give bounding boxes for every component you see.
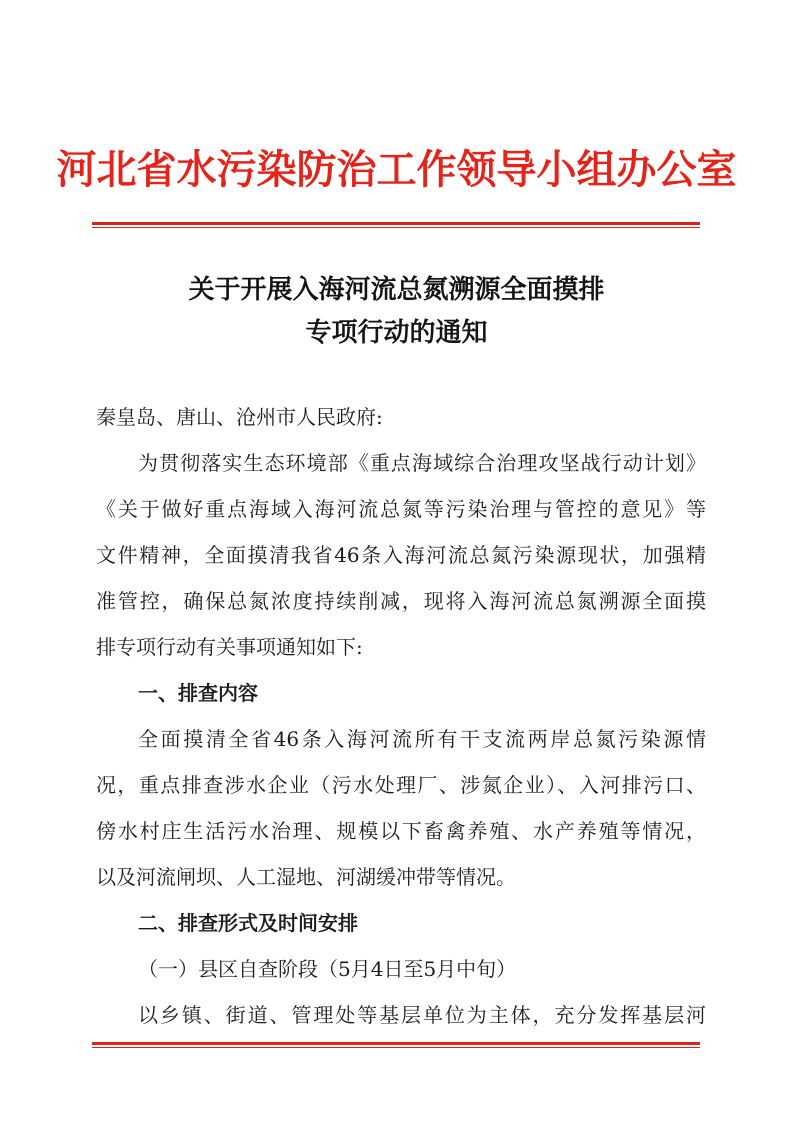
paragraph-1-line-2: 《关于做好重点海域入海河流总氮等污染治理与管控的意见》等 xyxy=(96,497,706,521)
footer-rule-thin xyxy=(92,1047,700,1048)
salutation: 秦皇岛、唐山、沧州市人民政府: xyxy=(96,405,383,429)
letterhead-rule-thick xyxy=(92,222,700,225)
paragraph-2-line-3: 傍水村庄生活污水治理、规模以下畜禽养殖、水产养殖等情况， xyxy=(96,819,706,843)
paragraph-3-line-1: 以乡镇、街道、管理处等基层单位为主体，充分发挥基层河 xyxy=(138,1003,706,1027)
document-title-line-1: 关于开展入海河流总氮溯源全面摸排 xyxy=(188,275,605,305)
section-heading-1: 一、排查内容 xyxy=(138,681,258,705)
section-heading-2: 二、排查形式及时间安排 xyxy=(138,911,358,935)
paragraph-2-line-1: 全面摸清全省46条入海河流所有干支流两岸总氮污染源情 xyxy=(138,727,706,751)
paragraph-1-line-1: 为贯彻落实生态环境部《重点海域综合治理攻坚战行动计划》 xyxy=(138,451,706,475)
paragraph-2-line-4: 以及河流闸坝、人工湿地、河湖缓冲带等情况。 xyxy=(96,865,516,889)
document-title-line-2: 专项行动的通知 xyxy=(305,318,488,348)
paragraph-1-line-5: 排专项行动有关事项通知如下: xyxy=(96,635,363,659)
paragraph-1-line-3: 文件精神，全面摸清我省46条入海河流总氮污染源现状，加强精 xyxy=(96,543,706,567)
subsection-heading-1: （一）县区自查阶段（5月4日至5月中旬） xyxy=(138,957,517,981)
letterhead-rule-thin xyxy=(92,227,700,228)
paragraph-2-line-2: 况，重点排查涉水企业（污水处理厂、涉氮企业）、入河排污口、 xyxy=(96,773,706,797)
letterhead-title: 河北省水污染防治工作领导小组办公室 xyxy=(56,146,737,193)
paragraph-1-line-4: 准管控，确保总氮浓度持续削减，现将入海河流总氮溯源全面摸 xyxy=(96,589,706,613)
footer-rule-thick xyxy=(92,1042,700,1045)
